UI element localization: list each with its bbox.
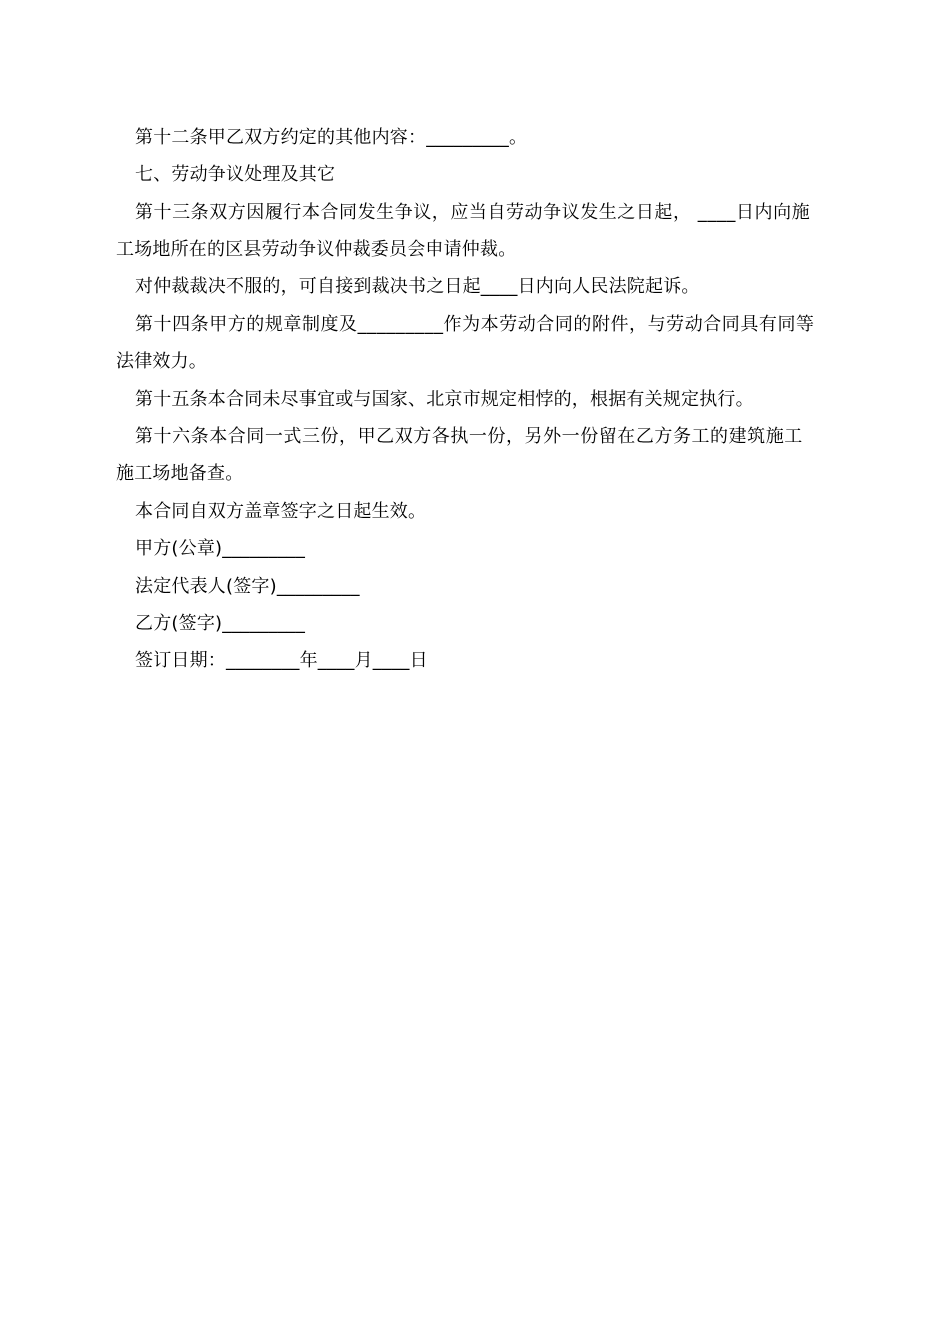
article-13-line-1: 第十三条双方因履行本合同发生争议，应当自劳动争议发生之日起， ____日内向施 bbox=[135, 202, 811, 223]
legal-representative-signature: 法定代表人(签字)_________ bbox=[135, 576, 360, 597]
effective-clause: 本合同自双方盖章签字之日起生效。 bbox=[135, 501, 427, 522]
article-16-line-1: 第十六条本合同一式三份，甲乙双方各执一份，另外一份留在乙方务工的建筑施工 bbox=[135, 426, 803, 447]
party-b-signature: 乙方(签字)_________ bbox=[135, 613, 306, 634]
article-15: 第十五条本合同未尽事宜或与国家、北京市规定相悖的，根据有关规定执行。 bbox=[135, 389, 754, 410]
appeal-clause: 对仲裁裁决不服的，可自接到裁决书之日起____日内向人民法院起诉。 bbox=[135, 276, 700, 297]
article-16-line-2: 施工场地备查。 bbox=[116, 463, 244, 484]
article-14-line-1: 第十四条甲方的规章制度及_________作为本劳动合同的附件，与劳动合同具有同等 bbox=[135, 314, 815, 335]
article-12: 第十二条甲乙双方约定的其他内容：_________。 bbox=[135, 127, 528, 148]
signing-date: 签订日期：________年____月____日 bbox=[135, 650, 428, 671]
party-a-seal: 甲方(公章)_________ bbox=[135, 538, 306, 559]
article-14-line-2: 法律效力。 bbox=[116, 351, 207, 372]
article-13-line-2: 工场地所在的区县劳动争议仲裁委员会申请仲裁。 bbox=[116, 239, 517, 260]
section-7-heading: 七、劳动争议处理及其它 bbox=[135, 164, 336, 185]
